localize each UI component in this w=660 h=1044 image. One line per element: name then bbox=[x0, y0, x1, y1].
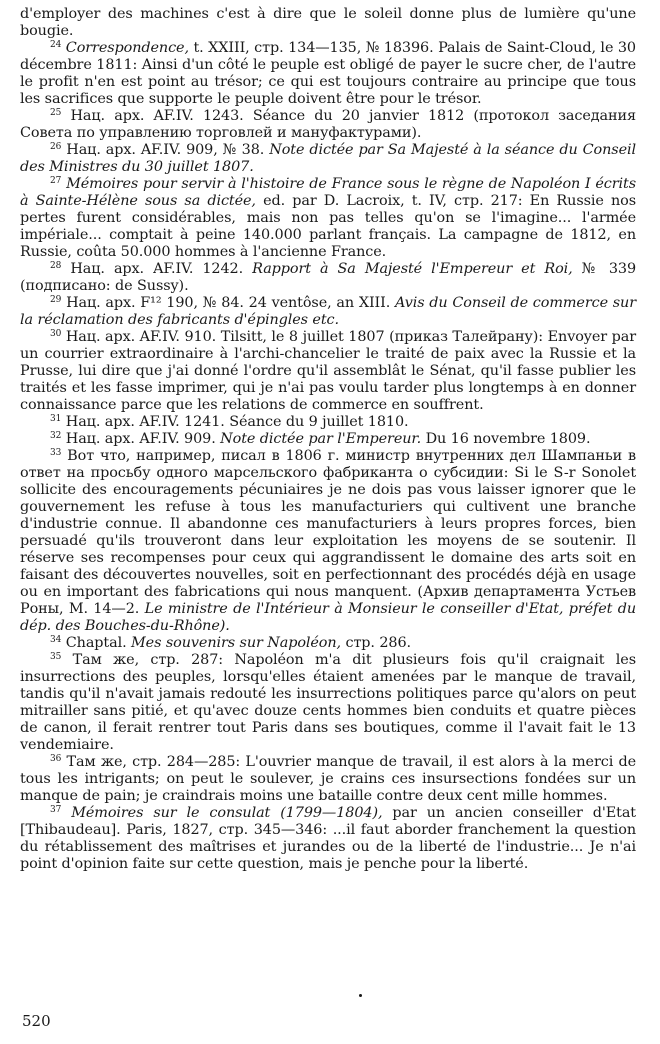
footnote-title-text: Mémoires pour servir à l'histoire de France sous le règne de Napoléon I écrits à Sainte-Hélène sous sa dictée, bbox=[20, 176, 636, 209]
footnote-text: Du 16 novembre 1809. bbox=[421, 431, 591, 447]
continuation-paragraph: d'employer des machines c'est à dire que le soleil donne plus de lumière qu'une bougie. bbox=[20, 6, 636, 39]
footnote bbox=[20, 142, 636, 176]
footnotes-block bbox=[20, 6, 636, 873]
footnote-title-text: Correspondence, bbox=[65, 40, 189, 56]
footnote bbox=[20, 652, 636, 754]
footnote-title-text: Note dictée par l'Empereur. bbox=[220, 431, 422, 447]
footnote bbox=[20, 754, 636, 805]
footnote-text: стр. 286. bbox=[341, 635, 412, 651]
footnote-text: Нац. арх. AF.IV. 1241. Séance du 9 juillet 1810. bbox=[65, 414, 409, 430]
footnote bbox=[20, 329, 636, 414]
footnote-text: Нац. арх. F¹² 190, № 84. 24 ventôse, an XIII. bbox=[66, 295, 395, 311]
stray-dot bbox=[359, 994, 362, 997]
footnote bbox=[20, 295, 636, 329]
footnote bbox=[20, 108, 636, 142]
footnote bbox=[20, 414, 636, 431]
footnote-number: 28 bbox=[50, 261, 62, 271]
footnote-title-text: Mémoires sur le consulat (1799—1804), bbox=[71, 805, 383, 821]
footnote-number: 30 bbox=[50, 329, 62, 339]
footnote-text: ed. par D. Lacroix, t. IV, стр. 217: En Russie nos pertes furent considérables, mais non pas telles qu'on se l'imagine... l'armée impériale... comptait à peine 140.000 parlant français. La campagne de 1812, en Russie, coûta 50.000 hommes à l'ancienne France. bbox=[20, 193, 636, 260]
footnote-number: 25 bbox=[50, 108, 62, 118]
footnote-text: Нац. арх. AF.IV. 909. bbox=[65, 431, 221, 447]
footnote-number: 35 bbox=[50, 652, 62, 662]
footnote-text: Там же, стр. 287: Napoléon m'a dit plusieurs fois qu'il craignait les insurrections des peuples, lorsqu'elles étaient amenées par le manque de travail, tandis qu'il n'avait jamais redouté les insurrections politiques parce qu'alors on peut mitrailler sans pitié, et qu'avec douze cents hommes bien conduits et quatre pièces de canon, il ferait rentrer tout Paris dans ses boutiques, comme il l'avait fait le 13 vendemiaire. bbox=[20, 652, 636, 753]
footnote-title-text: Le ministre de l'Intérieur à Monsieur le conseiller d'Etat, préfet du dép. des Bouches-du-Rhône). bbox=[20, 601, 636, 634]
footnote-text: t. XXIII, стр. 134—135, № 18396. Palais de Saint-Cloud, le 30 décembre 1811: Ainsi d'un côté le peuple est obligé de payer le sucre cher, de l'autre le profit n'en est point au trésor; ce qui est toujours contraire au principe que tous les sacrifices que supporte le peuple doivent être pour le trésor. bbox=[20, 40, 636, 107]
footnote-text: № 339 (подписано: de Sussy). bbox=[20, 261, 636, 294]
footnote-number: 36 bbox=[50, 754, 62, 764]
footnote-number: 34 bbox=[50, 635, 62, 645]
footnote bbox=[20, 448, 636, 635]
footnote-number: 27 bbox=[50, 176, 62, 186]
footnote-number: 26 bbox=[50, 142, 62, 152]
footnote-title-text: Avis du Conseil de commerce sur la réclamation des fabricants d'épingles etc. bbox=[20, 295, 636, 328]
footnote bbox=[20, 805, 636, 873]
footnote-number: 29 bbox=[50, 295, 62, 305]
footnote-number: 33 bbox=[50, 448, 62, 458]
footnote bbox=[20, 40, 636, 108]
footnote-text: Там же, стр. 284—285: L'ouvrier manque de travail, il est alors à la merci de tous les intrigants; on peut le soulever, je crains ces insursections fondées sur un manque de pain; je craindrais moins une bataille contre deux cent mille hommes. bbox=[20, 754, 636, 804]
footnote-number: 31 bbox=[50, 414, 62, 424]
footnote-list bbox=[20, 40, 636, 873]
footnote-text: Нац. арх. AF.IV. 909, № 38. bbox=[66, 142, 270, 158]
footnote-number: 24 bbox=[50, 40, 62, 50]
footnote bbox=[20, 635, 636, 652]
footnote-text: Нац. арх. AF.IV. 1243. Séance du 20 janvier 1812 (протокол заседания Совета по управлению торговлей и мануфактурами). bbox=[20, 108, 636, 141]
footnote-text: Вот что, например, писал в 1806 г. министр внутренних дел Шампаньи в ответ на просьбу одного марсельского фабриканта о субсидии: Si le S-r Sonolet sollicite des encouragements pécuniaires je ne dois pas vous laisser ignorer que le gouvernement les refuse à tous les manufacturiers qui cultivent une branche d'industrie connue. Il abandonne ces manufacturiers à leurs propres forces, bien persuadé qu'ils trouveront dans leur exploitation les moyens de se soutenir. Il réserve ses recompenses pour ceux qui aggrandissent le domaine des arts soit en faisant des découvertes nouvelles, soit en perfectionnant des procédés déjà en usage ou en important des fabrications qui nous manquent. (Архив департамента Устьев Роны, M. 14—2. bbox=[20, 448, 636, 617]
page-number: 520 bbox=[22, 1012, 51, 1030]
footnote-text: Chaptal. bbox=[65, 635, 132, 651]
footnote-number: 32 bbox=[50, 431, 62, 441]
footnote-text: par un ancien conseiller d'Etat [Thibaudeau]. Paris, 1827, стр. 345—346: ...il faut aborder franchement la question du rétablissement des maîtrises et jurandes ou de la liberté de l'industrie... Je n'ai point d'opinion faite sur cette question, mais je penche pour la liberté. bbox=[20, 805, 636, 872]
footnote-title-text: Note dictée par Sa Majesté à la séance du Conseil des Ministres du 30 juillet 1807. bbox=[20, 142, 636, 175]
footnote-text: Нац. арх. AF.IV. 910. Tilsitt, le 8 juillet 1807 (приказ Талейрану): Envoyer par un courrier extraordinaire à l'archi-chancelier le traité de paix avec la Russie et la Prusse, lui dire que j'ai donné l'ordre qu'il assemblât le Sénat, qu'il fasse publier les traités et les fasse imprimer, qui je n'ai pas voulu tarder plus longtemps à en donner connaissance parce que les relations de commerce en souffrent. bbox=[20, 329, 636, 413]
footnote bbox=[20, 176, 636, 261]
footnote-number: 37 bbox=[50, 805, 62, 815]
footnote bbox=[20, 261, 636, 295]
footnote-title-text: Mes souvenirs sur Napoléon, bbox=[131, 635, 342, 651]
footnote bbox=[20, 431, 636, 448]
footnote-title-text: Rapport à Sa Majesté l'Empereur et Roi, bbox=[252, 261, 573, 277]
footnote-text: Нац. арх. AF.IV. 1242. bbox=[70, 261, 253, 277]
